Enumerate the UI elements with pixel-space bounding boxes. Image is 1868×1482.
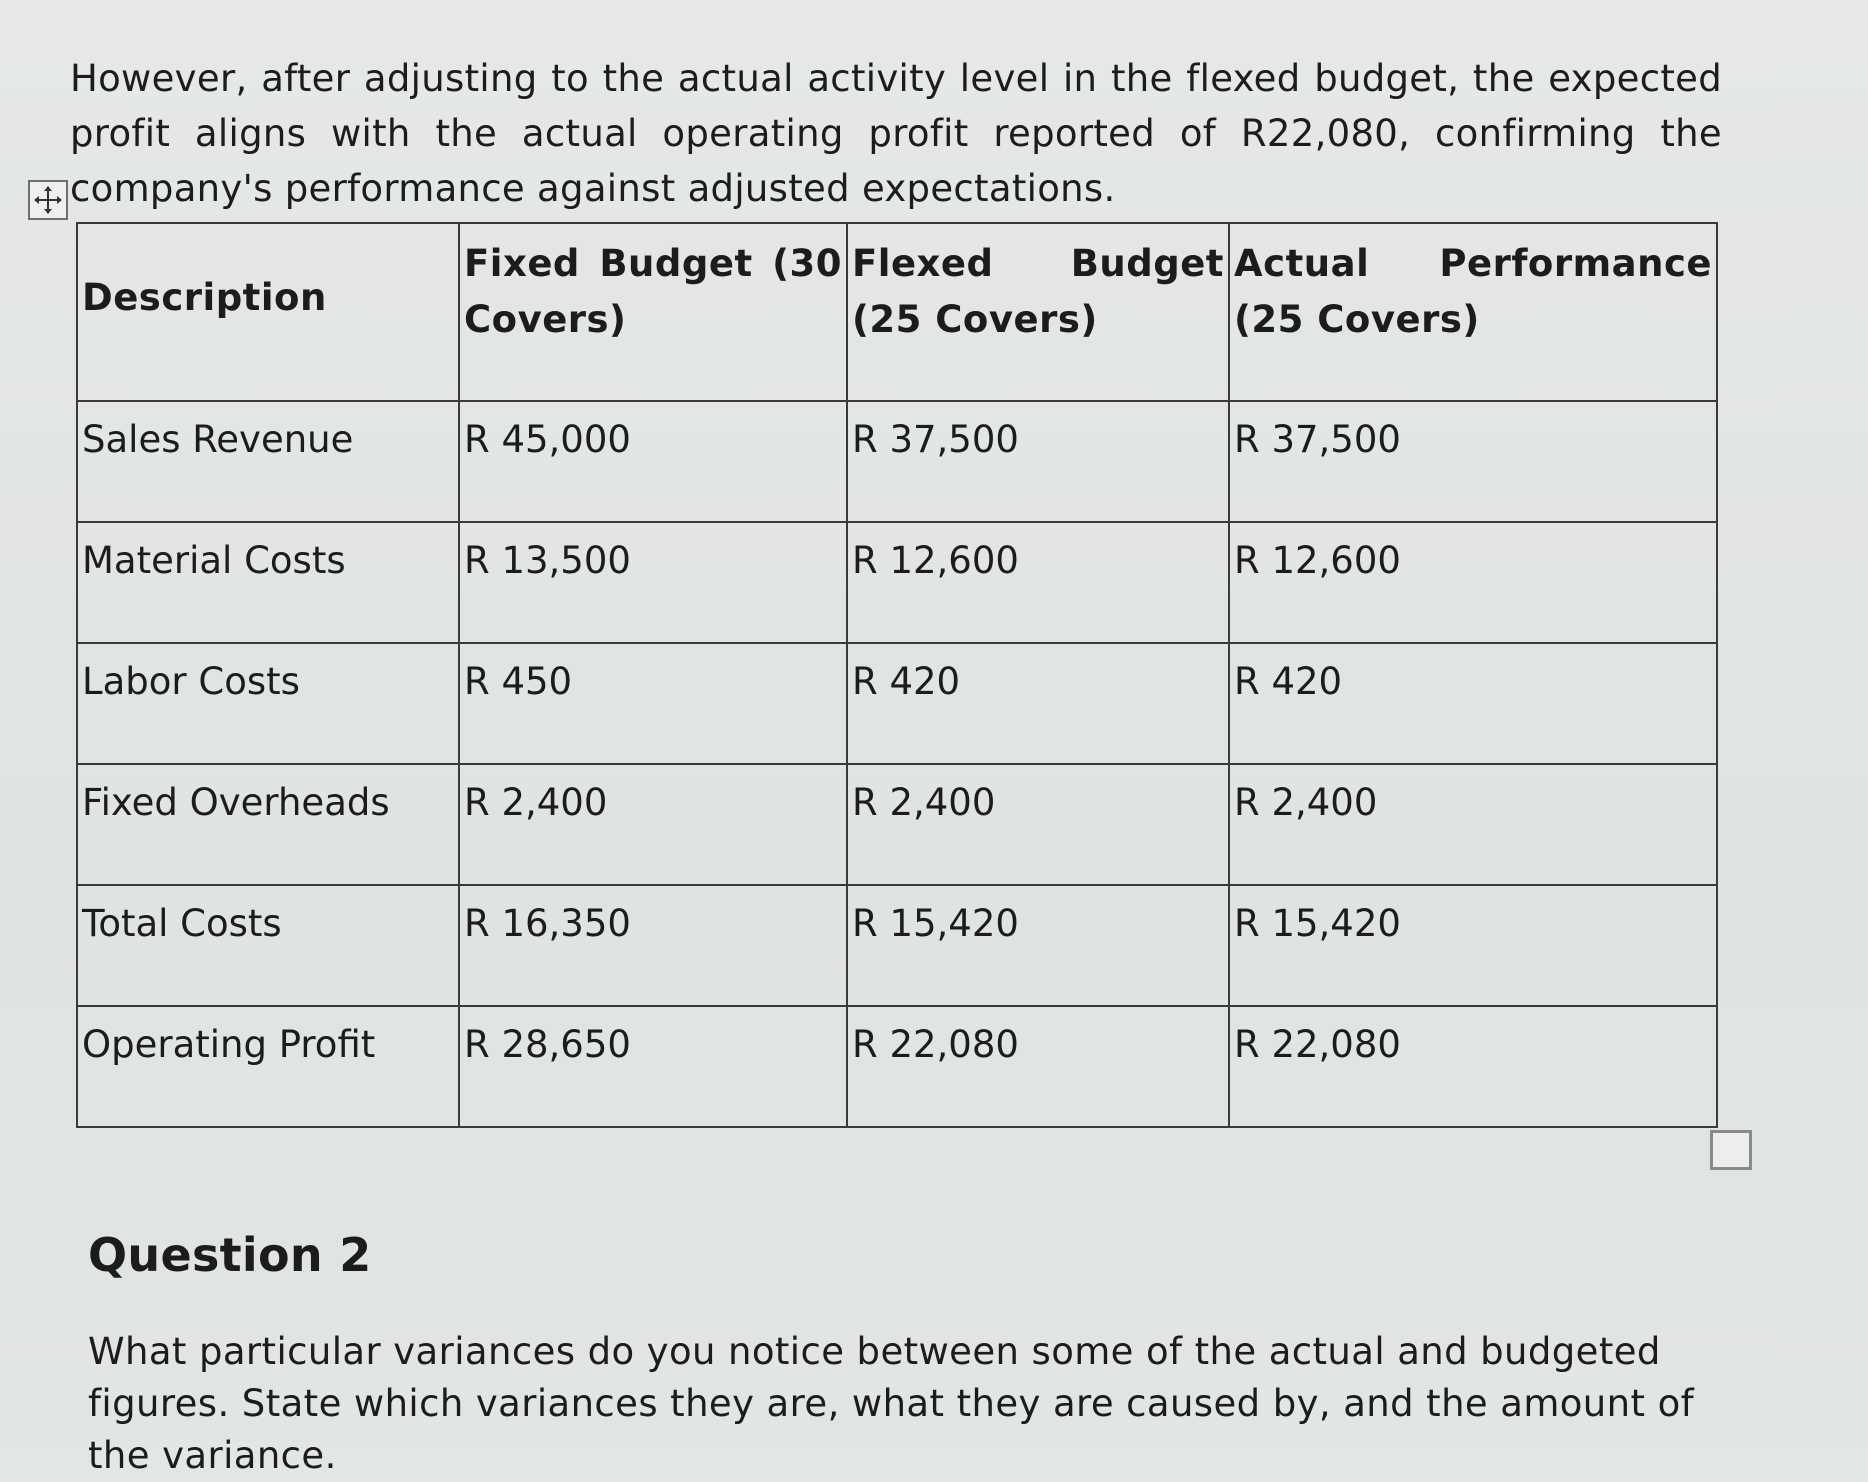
actual-value: R 12,600 [1229, 522, 1717, 643]
actual-value: R 420 [1229, 643, 1717, 764]
flexed-budget-value: R 15,420 [847, 885, 1229, 1006]
table-row [77, 643, 1717, 764]
actual-value: R 22,080 [1229, 1006, 1717, 1127]
fixed-budget-value: R 450 [459, 643, 847, 764]
table-row [77, 1006, 1717, 1127]
flexed-budget-value: R 37,500 [847, 401, 1229, 522]
header-actual-performance: Actual Performance (25 Covers) [1229, 223, 1717, 401]
table-row [77, 522, 1717, 643]
row-label: Sales Revenue [77, 401, 459, 522]
question-body: What particular variances do you notice between some of the actual and budgeted figures. State which variances they are, what they are caused by, and the amount of the variance. [88, 1330, 1695, 1477]
question-title: Question 2 [88, 1228, 372, 1282]
flexed-budget-value: R 12,600 [847, 522, 1229, 643]
fixed-budget-value: R 45,000 [459, 401, 847, 522]
flexed-budget-value: R 2,400 [847, 764, 1229, 885]
row-label: Total Costs [77, 885, 459, 1006]
row-label: Operating Profit [77, 1006, 459, 1127]
table-header-row [77, 223, 1717, 401]
move-arrows-icon [33, 185, 63, 215]
table-row [77, 401, 1717, 522]
fixed-budget-value: R 16,350 [459, 885, 847, 1006]
header-flexed-budget: Flexed Budget (25 Covers) [847, 223, 1229, 401]
table-resize-handle[interactable] [1710, 1130, 1752, 1170]
row-label: Labor Costs [77, 643, 459, 764]
fixed-budget-value: R 28,650 [459, 1006, 847, 1127]
table-row [77, 764, 1717, 885]
fixed-budget-value: R 13,500 [459, 522, 847, 643]
actual-value: R 37,500 [1229, 401, 1717, 522]
actual-value: R 2,400 [1229, 764, 1717, 885]
flexed-budget-value: R 420 [847, 643, 1229, 764]
budget-comparison-table [76, 222, 1718, 1128]
flexed-budget-value: R 22,080 [847, 1006, 1229, 1127]
header-fixed-budget: Fixed Budget (30 Covers) [459, 223, 847, 401]
fixed-budget-value: R 2,400 [459, 764, 847, 885]
table-move-handle[interactable] [28, 180, 68, 220]
header-description: Description [77, 223, 459, 401]
row-label: Material Costs [77, 522, 459, 643]
actual-value: R 15,420 [1229, 885, 1717, 1006]
row-label: Fixed Overheads [77, 764, 459, 885]
table-row [77, 885, 1717, 1006]
intro-paragraph: However, after adjusting to the actual activity level in the flexed budget, the expected profit aligns with the actual operating profit reported of R22,080, confirming the company's performance against adjusted expectations. [70, 57, 1722, 210]
